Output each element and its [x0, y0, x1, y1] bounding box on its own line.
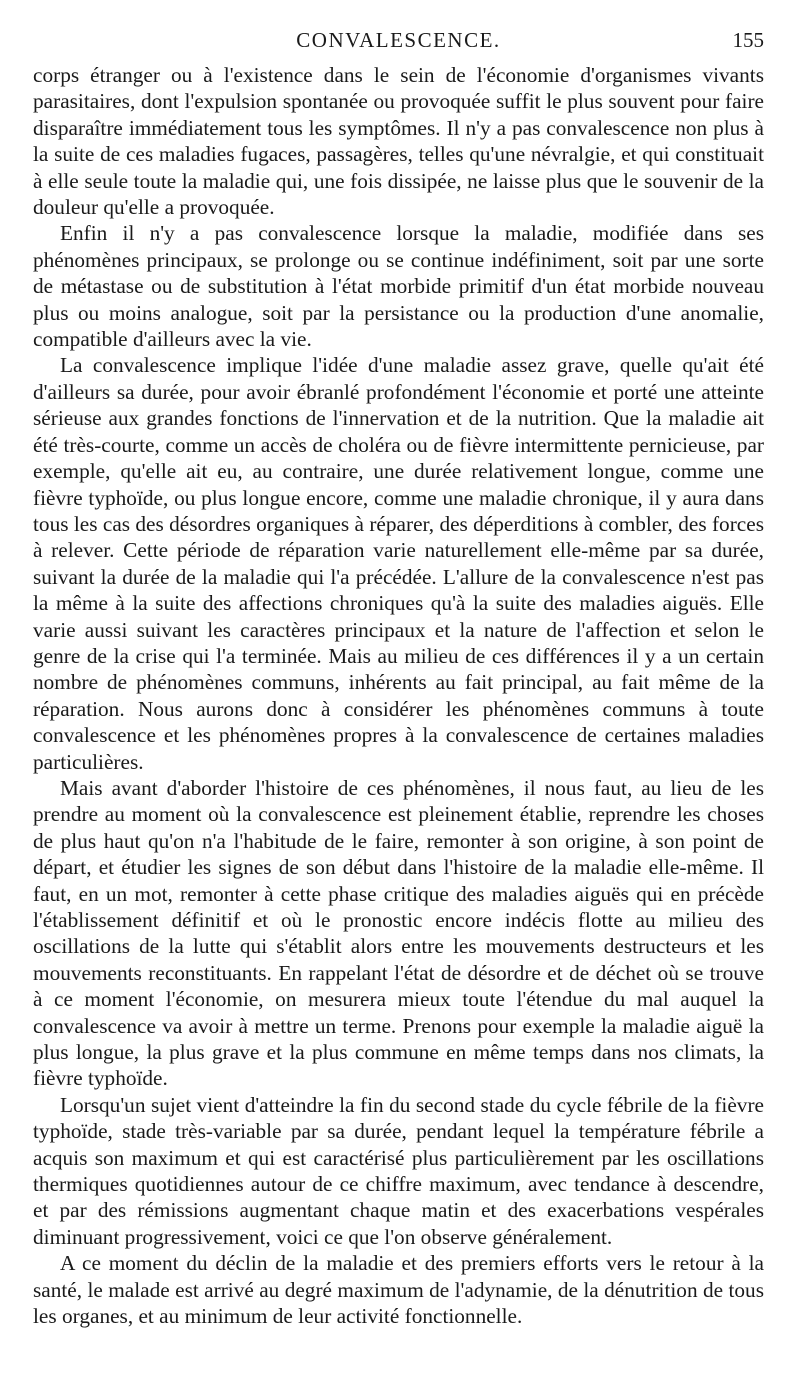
paragraph: Lorsqu'un sujet vient d'atteindre la fin du second stade du cycle fébrile de la fièvre typhoïde, stade très-variable par sa durée, pendant lequel la température fébrile a acquis son maximum et qui est caractérisé plus particulièrement par les oscillations thermiques quotidiennes autour de ce chiffre maximum, avec tendance à descendre, et par des rémissions augmentant chaque matin et des exacerbations vespérales diminuant progressivement, voici ce que l'on observe généralement. — [33, 1092, 764, 1249]
paragraph: Mais avant d'aborder l'histoire de ces phénomènes, il nous faut, au lieu de les prendre au moment où la convalescence est pleinement établie, reprendre les choses de plus haut qu'on n'a l'habitude de le faire, remonter à son origine, à son point de départ, et étudier les signes de son début dans l'histoire de la maladie elle-même. Il faut, en un mot, remonter à cette phase critique des maladies aiguës qui en précède l'établissement définitif et où le pronostic encore indécis flotte au milieu des oscillations de la lutte qui s'établit alors entre les mouvements destructeurs et les mouvements reconstituants. En rappelant l'état de désordre et de déchet où se trouve à ce moment l'économie, on mesurera mieux toute l'étendue du mal auquel la convalescence va avoir à mettre un terme. Prenons pour exemple la maladie aiguë la plus longue, la plus grave et la plus commune en même temps dans nos climats, la fièvre typhoïde. — [33, 775, 764, 1091]
paragraph: A ce moment du déclin de la maladie et des premiers efforts vers le retour à la santé, le malade est arrivé au degré maximum de l'adynamie, de la dénutrition de tous les organes, et au minimum de leur activité fonctionnelle. — [33, 1251, 764, 1329]
running-title: CONVALESCENCE. — [296, 28, 501, 52]
paragraph: Enfin il n'y a pas convalescence lorsque la maladie, modifiée dans ses phénomènes principaux, se prolonge ou se continue indéfiniment, soit par une sorte de métastase ou de substitution à l'état morbide primitif d'un état morbide nouveau plus ou moins analogue, soit par la persistance ou la production d'une anomalie, compatible d'ailleurs avec la vie. — [33, 221, 764, 352]
paragraph: La convalescence implique l'idée d'une maladie assez grave, quelle qu'ait été d'ailleurs sa durée, pour avoir ébranlé profondément l'économie et porté une atteinte sérieuse aux grandes fonctions de l'innervation et de la nutrition. Que la maladie ait été très-courte, comme un accès de choléra ou de fièvre intermittente pernicieuse, par exemple, qu'elle ait eu, au contraire, une durée relativement longue, comme une fièvre typhoïde, ou plus longue encore, comme une maladie chronique, il y aura dans tous les cas des désordres organiques à réparer, des déperditions à combler, des forces à relever. Cette période de réparation varie naturellement elle-même par sa durée, suivant la durée de la maladie qui l'a précédée. L'allure de la convalescence n'est pas la même à la suite des affections chroniques qu'à la suite des maladies aiguës. Elle varie aussi suivant les caractères principaux et la nature de l'affection et selon le genre de la crise qui l'a terminée. Mais au milieu de ces différences il y a un certain nombre de phénomènes communs, inhérents au fait principal, au fait même de la réparation. Nous aurons donc à considérer les phénomènes communs à toute convalescence et les phénomènes propres à la convalescence de certaines maladies particulières. — [33, 353, 764, 774]
running-head — [33, 28, 764, 58]
body-text — [33, 62, 764, 1330]
paragraph-continued: corps étranger ou à l'existence dans le sein de l'économie d'organismes vivants parasitaires, dont l'expulsion spontanée ou provoquée suffit le plus souvent pour faire disparaître immédiatement tous les symptômes. Il n'y a pas convalescence non plus à la suite de ces maladies fugaces, passagères, telles qu'une névralgie, et qui constituait à elle seule toute la maladie qui, une fois dissipée, ne laisse plus que le souvenir de la douleur qu'elle a provoquée. — [33, 63, 764, 220]
page-number: 155 — [732, 28, 764, 52]
